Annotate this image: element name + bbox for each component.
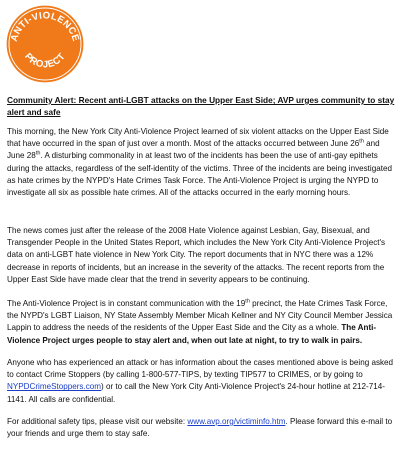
victim-info-link[interactable]: www.avp.org/victiminfo.htm xyxy=(187,417,286,426)
paragraph-4: Anyone who has experienced an attack or has information about the cases mentioned above is being asked to contact Crime Stoppers (by calling 1-800-577-TIPS, by texting TIP577 to CRIMES, or by going to NYPDCrimeStoppers.com) or to call the New York City Anti-Violence Project's 24-hour hotline at 212-714-1141. All calls are confidential. xyxy=(7,358,394,404)
paragraph-1: This morning, the New York City Anti-Violence Project learned of six violent attacks on the Upper East Side that have occurred in the span of just over a month. Most of the attacks occurred between June 26th and June 28th. A disturbing commonality in at least two of the incidents has been the use of anti-gay epithets during the attacks, regardless of the self-identity of the victims. Three of the incidents are being investigated as hate crimes by the NYPD's Hate Crimes Task Force. The Anti-Violence Project is urging the NYPD to investigate all six as possible hate crimes. All of the attacks occurred in the early morning hours. xyxy=(7,127,392,198)
paragraph-2: The news comes just after the release of the 2008 Hate Violence against Lesbian, Gay, Bisexual, and Transgender People in the United States Report, which includes the New York City Anti-Violence Project's data on anti-LGBT hate violence in New York City. The report documents that in NYC there was a 12% decrease in reports of incidents, but an increase in the severity of the attacks. The recent reports from the Upper East Side have made clear that the trend in severity appears to be continuing. xyxy=(7,226,386,284)
headline: Community Alert: Recent anti-LGBT attacks on the Upper East Side; AVP urges community to stay alert and safe xyxy=(7,95,395,118)
paragraph-5: For additional safety tips, please visit our website: www.avp.org/victiminfo.htm. Please forward this e-mail to your friends and urge them to stay safe. xyxy=(7,417,393,439)
crime-stoppers-link[interactable]: NYPDCrimeStoppers.com xyxy=(7,382,102,392)
logo-text-bottom: PROJECT xyxy=(22,51,68,71)
avp-logo xyxy=(5,4,85,84)
logo-text-top: ANTI-VIOLENCE xyxy=(8,10,82,43)
safety-advice: The Anti-Violence Project urges people to stay alert and, when out late at night, to try to walk in pairs. xyxy=(7,323,377,345)
paragraph-3: The Anti-Violence Project is in constant communication with the 19th precinct, the Hate Crimes Task Force, the NYPD's LGBT Liaison, NY State Assembly Member Micah Kellner and NY City Council Member Jessica Lappin to address the needs of the residents of the Upper East Side and the City as a whole. The Anti-Violence Project urges people to stay alert and, when out late at night, to try to walk in pairs. xyxy=(7,298,393,345)
